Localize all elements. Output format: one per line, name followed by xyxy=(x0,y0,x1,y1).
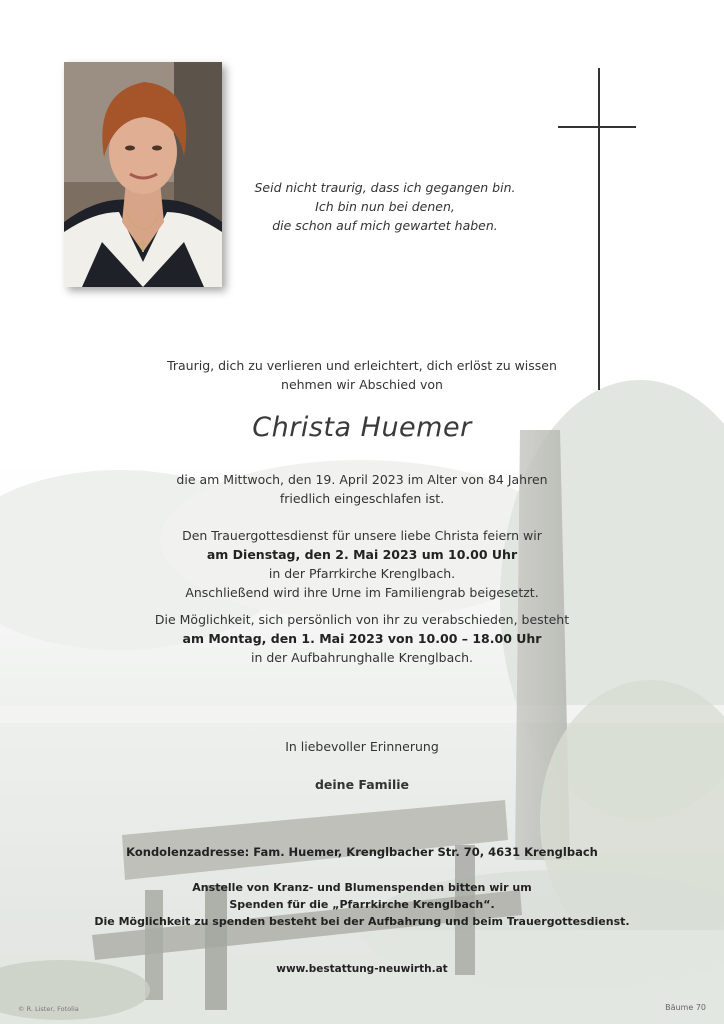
cross-symbol-horizontal xyxy=(558,126,636,128)
deceased-name: Christa Huemer xyxy=(252,412,472,443)
death-notice-line: die am Mittwoch, den 19. April 2023 im Alter von 84 Jahren xyxy=(176,472,548,487)
closing-memory: In liebevoller Erinnerung xyxy=(285,739,439,754)
poem-line: die schon auf mich gewartet haben. xyxy=(272,218,498,233)
poem-line: Seid nicht traurig, dass ich gegangen bin. xyxy=(254,180,516,195)
portrait-photo xyxy=(64,62,222,287)
viewing-info xyxy=(110,610,614,667)
burial-info: Anschließend wird ihre Urne im Familiengrab beigesetzt. xyxy=(185,585,539,600)
death-notice xyxy=(110,470,614,508)
donation-line: Anstelle von Kranz- und Blumenspenden bitten wir um xyxy=(192,881,532,894)
poem-line: Ich bin nun bei denen, xyxy=(315,199,455,214)
closing-family-signature: deine Familie xyxy=(314,777,410,792)
funeral-home-website: www.bestattung-neuwirth.at xyxy=(276,963,448,975)
intro-text xyxy=(150,356,574,394)
condolence-address: Kondolenzadresse: Fam. Huemer, Krenglbacher Str. 70, 4631 Krenglbach xyxy=(126,845,598,859)
template-code: Bäume 70 xyxy=(665,1003,706,1012)
donation-line: Spenden für die „Pfarrkirche Krenglbach“. xyxy=(229,898,495,911)
donation-line: Die Möglichkeit zu spenden besteht bei der Aufbahrung und beim Trauergottesdienst. xyxy=(94,915,630,928)
funeral-service-date: am Dienstag, den 2. Mai 2023 um 10.00 Uhr xyxy=(206,547,518,562)
viewing-date: am Montag, den 1. Mai 2023 von 10.00 – 18.00 Uhr xyxy=(182,631,542,646)
donation-request xyxy=(60,879,664,930)
funeral-service-place: in der Pfarrkirche Krenglbach. xyxy=(268,566,456,581)
intro-line: Traurig, dich zu verlieren und erleichtert, dich erlöst zu wissen xyxy=(167,358,557,373)
death-notice-line: friedlich eingeschlafen ist. xyxy=(279,491,445,506)
viewing-place: in der Aufbahrunghalle Krenglbach. xyxy=(250,650,474,665)
intro-line: nehmen wir Abschied von xyxy=(281,377,443,392)
memorial-poem xyxy=(230,178,540,235)
funeral-service-intro: Den Trauergottesdienst für unsere liebe Christa feiern wir xyxy=(182,528,542,543)
funeral-service-info xyxy=(110,526,614,602)
viewing-intro: Die Möglichkeit, sich persönlich von ihr zu verabschieden, besteht xyxy=(154,612,570,627)
photo-credit: © R. Lister, Fotolia xyxy=(18,1005,79,1013)
cross-symbol-vertical xyxy=(598,68,600,390)
